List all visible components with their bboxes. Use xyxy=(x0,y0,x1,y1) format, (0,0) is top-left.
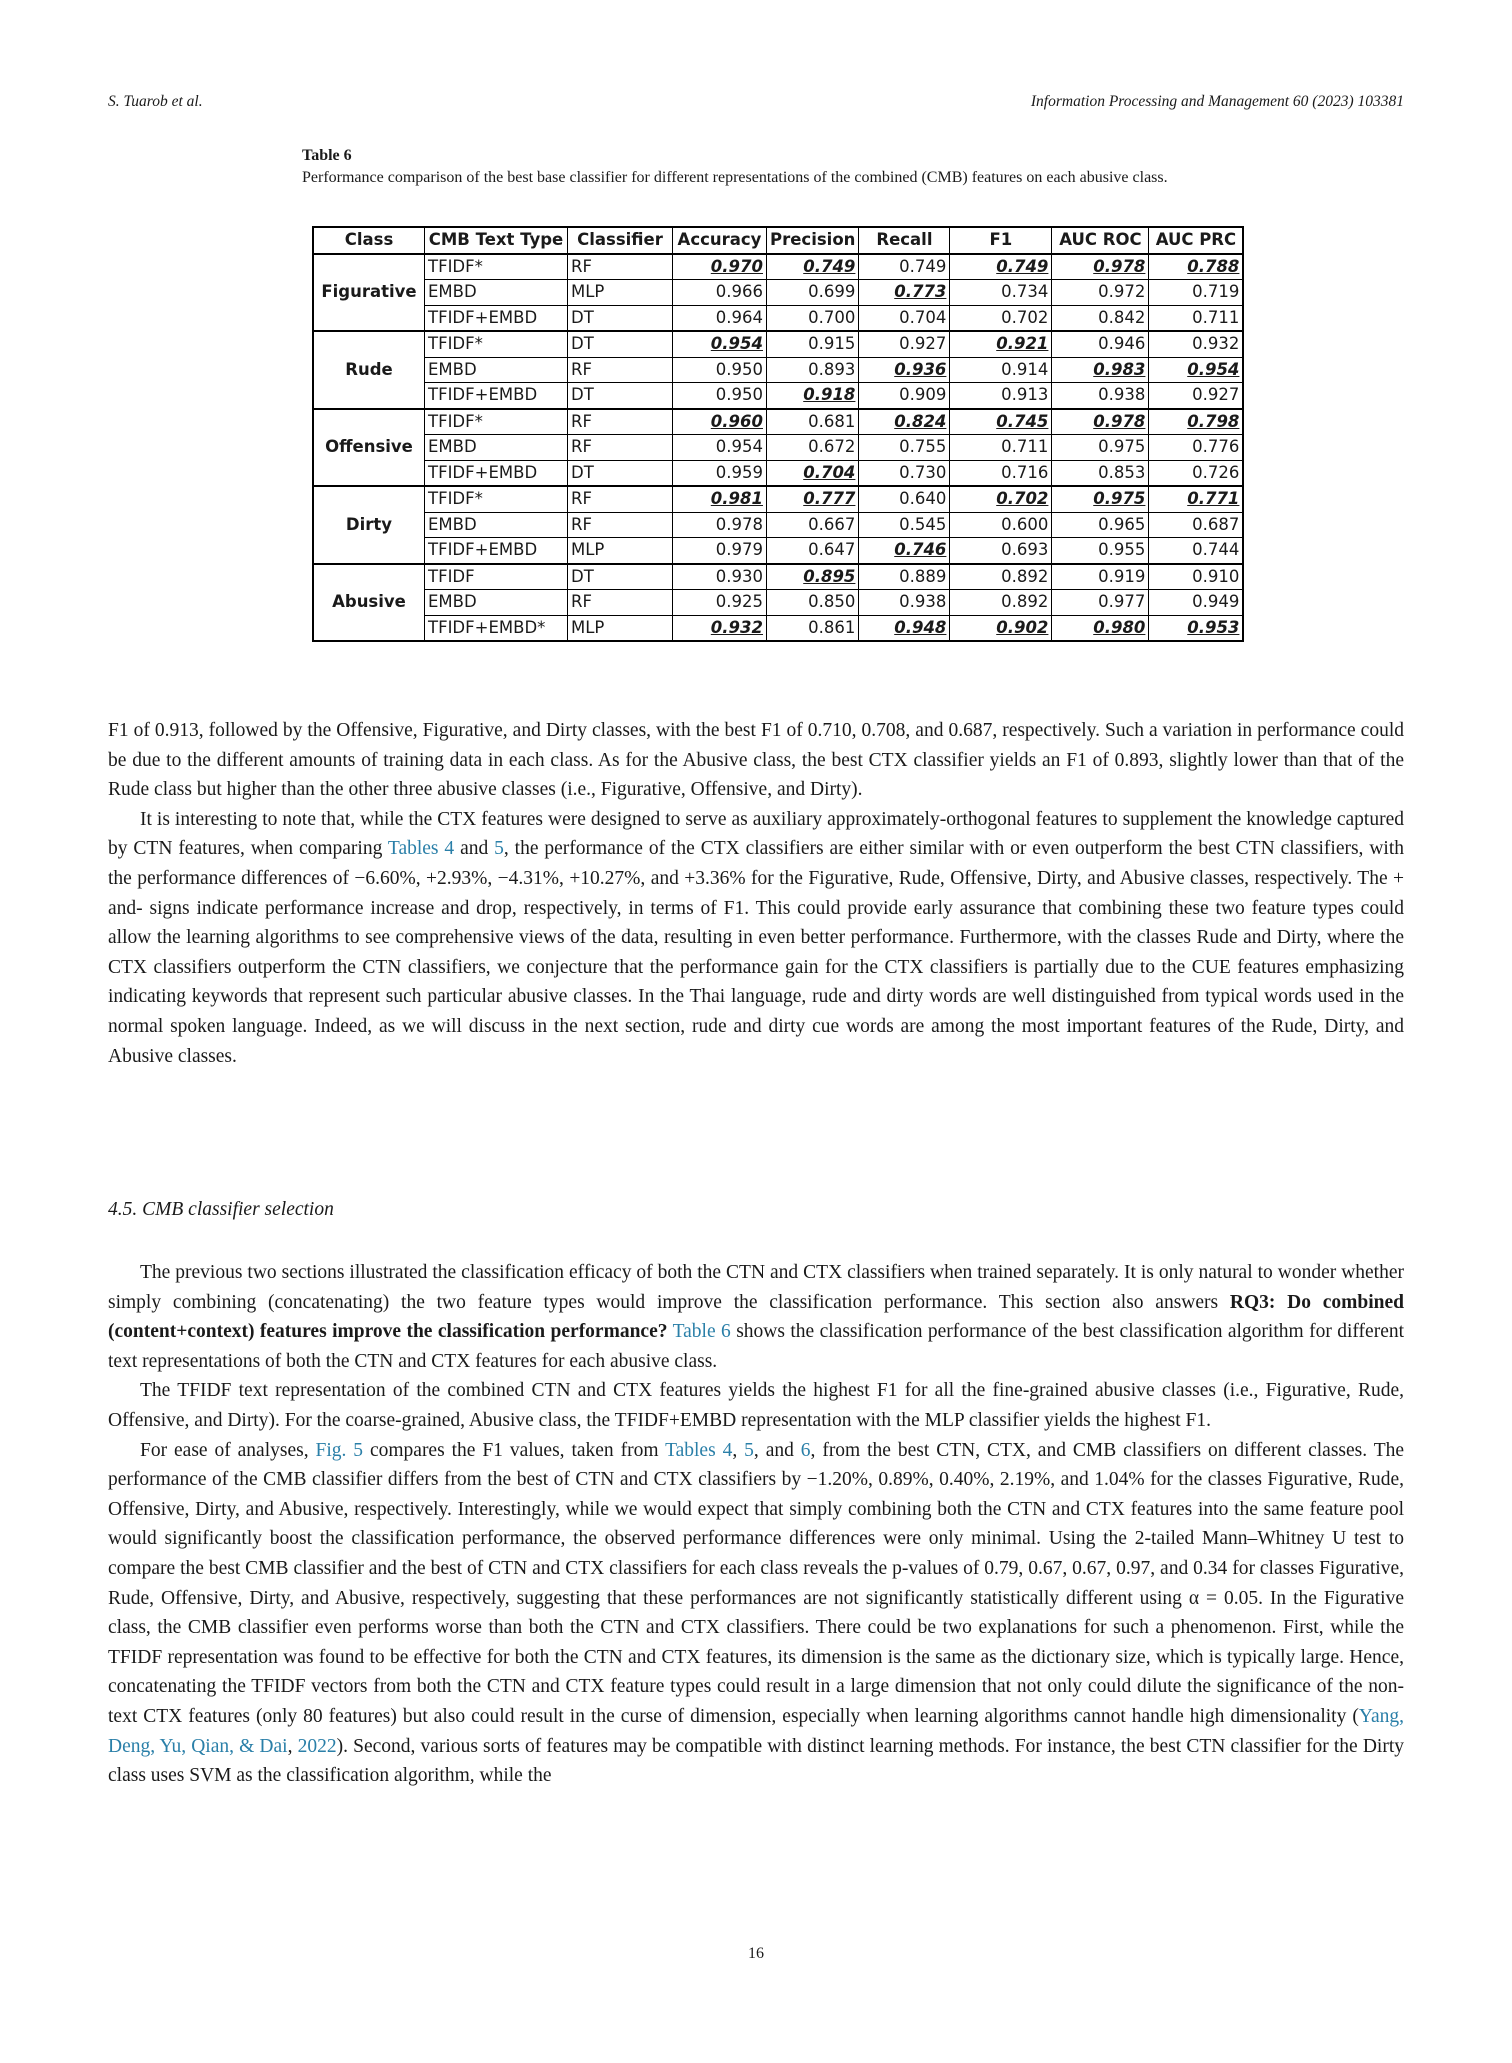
value: 0.919 xyxy=(1098,566,1146,586)
column-header: Classifier xyxy=(568,227,673,254)
table-5-link[interactable]: 5 xyxy=(494,838,504,860)
p5-text-b: compares the F1 values, taken from xyxy=(363,1439,666,1461)
value-cell xyxy=(767,564,859,590)
best-value: 0.980 xyxy=(1093,617,1146,637)
value-cell xyxy=(673,357,767,383)
best-value: 0.948 xyxy=(894,617,947,637)
table-caption: Performance comparison of the best base classifier for different representations of the combined (CMB) features on each abusive class. xyxy=(302,169,1168,186)
value-cell xyxy=(1149,254,1244,280)
class-cell: Offensive xyxy=(313,409,425,487)
p5-text-d: , and xyxy=(753,1439,801,1461)
value-cell xyxy=(950,383,1052,409)
classifier-cell: DT xyxy=(568,331,673,357)
value-cell xyxy=(1052,590,1149,616)
table-caption-block xyxy=(302,145,1210,189)
best-value: 0.978 xyxy=(1093,256,1146,276)
value-cell xyxy=(767,409,859,435)
value-cell xyxy=(950,538,1052,564)
value-cell xyxy=(1149,615,1244,641)
value-cell xyxy=(859,409,950,435)
value: 0.726 xyxy=(1192,462,1240,482)
value-cell xyxy=(673,383,767,409)
value-cell xyxy=(767,590,859,616)
value-cell xyxy=(859,564,950,590)
fig-5-link[interactable]: Fig. 5 xyxy=(315,1439,364,1461)
text-type-cell: TFIDF+EMBD xyxy=(425,383,568,409)
classifier-cell: DT xyxy=(568,383,673,409)
table-row xyxy=(313,460,1243,486)
text-type-cell: EMBD xyxy=(425,280,568,306)
value: 0.949 xyxy=(1192,592,1240,612)
text-type-cell: TFIDF+EMBD xyxy=(425,305,568,331)
text-type-cell: EMBD xyxy=(425,435,568,461)
column-header: F1 xyxy=(950,227,1052,254)
best-value: 0.749 xyxy=(996,256,1049,276)
classifier-cell: RF xyxy=(568,357,673,383)
classifier-cell: MLP xyxy=(568,280,673,306)
value-cell xyxy=(859,254,950,280)
value: 0.700 xyxy=(808,307,856,327)
table-5-link-2[interactable]: 5 xyxy=(744,1439,754,1461)
best-value: 0.918 xyxy=(803,385,856,405)
value-cell xyxy=(673,538,767,564)
p2-text-b: and xyxy=(454,838,495,860)
p2-text-a: It is interesting to note that, while the CTX features were designed to serve as auxiliary approximately-orthogonal features to supplement the knowledge captured by CTN features, when comparing xyxy=(108,808,1404,860)
value-cell xyxy=(767,383,859,409)
table-row xyxy=(313,254,1243,280)
value-cell xyxy=(859,280,950,306)
value-cell xyxy=(1052,305,1149,331)
value-cell xyxy=(673,280,767,306)
value-cell xyxy=(1149,280,1244,306)
class-cell: Figurative xyxy=(313,254,425,332)
best-value: 0.824 xyxy=(894,411,947,431)
value: 0.938 xyxy=(1098,385,1146,405)
value-cell xyxy=(1052,615,1149,641)
value: 0.915 xyxy=(808,334,856,354)
best-value: 0.746 xyxy=(894,540,947,560)
classifier-cell: RF xyxy=(568,435,673,461)
table-row xyxy=(313,615,1243,641)
p2-text-c: , the performance of the CTX classifiers are either similar with or even outperform the best CTN classifiers, with the performance differences of −6.60%, +2.93%, −4.31%, +10.27%, and +3.36% for the Figurative, Rude, Offensive, Dirty, and Abusive classes, respectively. The + and- signs indicate performance increase and drop, respectively, in terms of F1. This could provide early assurance that combining these two feature types could allow the learning algorithms to see comprehensive views of the data, resulting in even better performance. Furthermore, with the classes Rude and Dirty, where the CTX classifiers outperform the CTN classifiers, we conjecture that the performance gain for the CTX classifiers is partially due to the CUE features emphasizing indicating keywords that represent such particular abusive classes. In the Thai language, rude and dirty words are well distinguished from typical words used in the normal spoken language. Indeed, as we will discuss in the next section, rude and dirty cue words are among the most important features of the Rude, Dirty, and Abusive classes. xyxy=(108,838,1404,1067)
value-cell xyxy=(673,486,767,512)
value-cell xyxy=(673,512,767,538)
table-row xyxy=(313,590,1243,616)
section-heading: 4.5. CMB classifier selection xyxy=(108,1199,334,1220)
table-row xyxy=(313,357,1243,383)
value: 0.716 xyxy=(1001,462,1049,482)
value-cell xyxy=(859,331,950,357)
value-cell xyxy=(767,486,859,512)
classifier-cell: RF xyxy=(568,486,673,512)
best-value: 0.702 xyxy=(996,489,1049,509)
value-cell xyxy=(950,357,1052,383)
value-cell xyxy=(1149,409,1244,435)
column-header: AUC PRC xyxy=(1149,227,1244,254)
value-cell xyxy=(859,512,950,538)
classifier-cell: RF xyxy=(568,254,673,280)
column-header: AUC ROC xyxy=(1052,227,1149,254)
p5-text-a: For ease of analyses, xyxy=(140,1439,316,1461)
value-cell xyxy=(673,435,767,461)
text-type-cell: TFIDF xyxy=(425,564,568,590)
value-cell xyxy=(673,331,767,357)
value: 0.913 xyxy=(1001,385,1049,405)
classifier-cell: RF xyxy=(568,512,673,538)
value: 0.959 xyxy=(715,462,763,482)
best-value: 0.895 xyxy=(803,566,856,586)
value: 0.950 xyxy=(715,385,763,405)
best-value: 0.954 xyxy=(710,334,763,354)
value-cell xyxy=(859,590,950,616)
value-cell xyxy=(950,254,1052,280)
value: 0.755 xyxy=(899,437,947,457)
best-value: 0.749 xyxy=(803,256,856,276)
best-value: 0.921 xyxy=(996,334,1049,354)
value-cell xyxy=(1149,538,1244,564)
text-type-cell: TFIDF+EMBD xyxy=(425,538,568,564)
value: 0.699 xyxy=(808,282,856,302)
value: 0.693 xyxy=(1001,540,1049,560)
value-cell xyxy=(767,357,859,383)
best-value: 0.936 xyxy=(894,359,947,379)
value: 0.647 xyxy=(808,540,856,560)
best-value: 0.981 xyxy=(710,489,763,509)
table-row xyxy=(313,280,1243,306)
value: 0.950 xyxy=(715,359,763,379)
value: 0.932 xyxy=(1192,334,1240,354)
value: 0.927 xyxy=(1192,385,1240,405)
best-value: 0.771 xyxy=(1187,489,1240,509)
value: 0.600 xyxy=(1001,514,1049,534)
column-header: Precision xyxy=(767,227,859,254)
value: 0.979 xyxy=(715,540,763,560)
table-row xyxy=(313,486,1243,512)
value-cell xyxy=(950,486,1052,512)
value-cell xyxy=(767,512,859,538)
classifier-cell: MLP xyxy=(568,615,673,641)
value-cell xyxy=(859,435,950,461)
value: 0.966 xyxy=(715,282,763,302)
p5-text-f: , xyxy=(287,1735,298,1757)
value-cell xyxy=(673,590,767,616)
value-cell xyxy=(767,305,859,331)
value-cell xyxy=(767,280,859,306)
value: 0.977 xyxy=(1098,592,1146,612)
value-cell xyxy=(767,615,859,641)
paragraph-4: The TFIDF text representation of the combined CTN and CTX features yields the highest F1 for all the fine-grained abusive classes (i.e., Figurative, Rude, Offensive, and Dirty). For the coarse-grained, Abusive class, the TFIDF+EMBD representation with the MLP classifier yields the highest F1. xyxy=(108,1380,1404,1431)
best-value: 0.704 xyxy=(803,462,856,482)
value: 0.744 xyxy=(1192,540,1240,560)
value-cell xyxy=(1149,512,1244,538)
p3-text-a: The previous two sections illustrated the classification efficacy of both the CTN and CTX classifiers when trained separately. It is only natural to wonder whether simply combining (concatenating) the two feature types would improve the classification performance. This section also answers xyxy=(108,1262,1404,1313)
best-value: 0.773 xyxy=(894,282,947,302)
column-header: CMB Text Type xyxy=(425,227,568,254)
table-body xyxy=(313,254,1243,642)
p3-text-b: shows the classification performance of the best classification algorithm for different text representations of both the CTN and CTX features for each abusive class. xyxy=(108,1321,1405,1372)
p5-text-g: ). Second, various sorts of features may be compatible with distinct learning methods. For instance, the best CTN classifier for the Dirty class uses SVM as the classification algorithm, while the xyxy=(108,1735,1404,1787)
value-cell xyxy=(859,460,950,486)
text-type-cell: TFIDF+EMBD xyxy=(425,460,568,486)
value-cell xyxy=(950,331,1052,357)
best-value: 0.902 xyxy=(996,617,1049,637)
rq3-question: RQ3: Do combined (content+context) features improve the classification performance? xyxy=(108,1291,1404,1343)
value-cell xyxy=(859,383,950,409)
value-cell xyxy=(1149,305,1244,331)
best-value: 0.788 xyxy=(1187,256,1240,276)
value-cell xyxy=(950,305,1052,331)
best-value: 0.970 xyxy=(710,256,763,276)
value: 0.889 xyxy=(899,566,947,586)
header-journal: Information Processing and Management 60 (2023) 103381 xyxy=(1030,93,1404,110)
body-text-top xyxy=(108,716,1404,1071)
value: 0.861 xyxy=(808,617,856,637)
value-cell xyxy=(1149,331,1244,357)
table-6-link[interactable]: Table 6 xyxy=(672,1321,731,1343)
value-cell xyxy=(1149,435,1244,461)
value-cell xyxy=(673,615,767,641)
table-row xyxy=(313,538,1243,564)
best-value: 0.953 xyxy=(1187,617,1240,637)
value-cell xyxy=(859,486,950,512)
class-cell: Rude xyxy=(313,331,425,409)
text-type-cell: TFIDF* xyxy=(425,254,568,280)
table-row xyxy=(313,331,1243,357)
value-cell xyxy=(950,512,1052,538)
text-type-cell: EMBD xyxy=(425,590,568,616)
value-cell xyxy=(1149,590,1244,616)
value: 0.681 xyxy=(808,411,856,431)
paragraph-3 xyxy=(108,1258,1404,1376)
value-cell xyxy=(1052,383,1149,409)
value: 0.978 xyxy=(715,514,763,534)
value: 0.892 xyxy=(1001,592,1049,612)
paragraph-2 xyxy=(108,805,1404,1071)
value: 0.672 xyxy=(808,437,856,457)
classifier-cell: DT xyxy=(568,460,673,486)
value: 0.946 xyxy=(1098,334,1146,354)
value: 0.704 xyxy=(899,307,947,327)
value: 0.702 xyxy=(1001,307,1049,327)
value: 0.734 xyxy=(1001,282,1049,302)
value-cell xyxy=(950,280,1052,306)
value-cell xyxy=(767,254,859,280)
value-cell xyxy=(1052,512,1149,538)
classifier-cell: RF xyxy=(568,590,673,616)
value-cell xyxy=(673,460,767,486)
value-cell xyxy=(767,435,859,461)
citation-authors-link[interactable]: Yang, Deng, Yu, Qian, & Dai xyxy=(108,1705,1404,1757)
value-cell xyxy=(673,409,767,435)
value-cell xyxy=(1052,331,1149,357)
table-6-link-2[interactable]: 6 xyxy=(800,1439,811,1461)
value: 0.927 xyxy=(899,334,947,354)
best-value: 0.777 xyxy=(803,489,856,509)
table-row xyxy=(313,564,1243,590)
value: 0.972 xyxy=(1098,282,1146,302)
tables-4-link[interactable]: Tables 4 xyxy=(387,838,455,860)
value: 0.909 xyxy=(899,385,947,405)
text-type-cell: TFIDF* xyxy=(425,486,568,512)
value: 0.964 xyxy=(715,307,763,327)
best-value: 0.975 xyxy=(1093,489,1146,509)
best-value: 0.978 xyxy=(1093,411,1146,431)
value-cell xyxy=(1052,435,1149,461)
value: 0.711 xyxy=(1192,307,1240,327)
page-number: 16 xyxy=(748,1945,764,1962)
best-value: 0.932 xyxy=(710,617,763,637)
value: 0.711 xyxy=(1001,437,1049,457)
value: 0.776 xyxy=(1192,437,1240,457)
header-authors: S. Tuarob et al. xyxy=(108,93,203,110)
table-row xyxy=(313,383,1243,409)
value: 0.955 xyxy=(1098,540,1146,560)
value: 0.930 xyxy=(715,566,763,586)
tables-4-link-2[interactable]: Tables 4 xyxy=(665,1439,733,1461)
value-cell xyxy=(950,615,1052,641)
value: 0.640 xyxy=(899,489,947,509)
best-value: 0.954 xyxy=(1187,359,1240,379)
classifier-cell: DT xyxy=(568,564,673,590)
table-label: Table 6 xyxy=(302,147,352,164)
value-cell xyxy=(1052,460,1149,486)
value-cell xyxy=(1052,409,1149,435)
text-type-cell: TFIDF* xyxy=(425,331,568,357)
value-cell xyxy=(859,305,950,331)
value-cell xyxy=(767,331,859,357)
body-text-bottom xyxy=(108,1258,1404,1791)
value-cell xyxy=(1052,564,1149,590)
text-type-cell: EMBD xyxy=(425,512,568,538)
value-cell xyxy=(673,305,767,331)
value: 0.842 xyxy=(1098,307,1146,327)
value-cell xyxy=(1052,254,1149,280)
table-row xyxy=(313,512,1243,538)
value: 0.914 xyxy=(1001,359,1049,379)
class-cell: Dirty xyxy=(313,486,425,564)
value: 0.910 xyxy=(1192,566,1240,586)
classifier-cell: DT xyxy=(568,305,673,331)
best-value: 0.960 xyxy=(710,411,763,431)
classifier-cell: RF xyxy=(568,409,673,435)
best-value: 0.745 xyxy=(996,411,1049,431)
value: 0.938 xyxy=(899,592,947,612)
value-cell xyxy=(859,538,950,564)
value: 0.667 xyxy=(808,514,856,534)
paragraph-1: F1 of 0.913, followed by the Offensive, Figurative, and Dirty classes, with the best F1 of 0.710, 0.708, and 0.687, respectively. Such a variation in performance could be due to the different amounts of training data in each class. As for the Abusive class, the best CTX classifier yields an F1 of 0.893, slightly lower than that of the Rude class but higher than the other three abusive classes (i.e., Figurative, Offensive, and Dirty). xyxy=(108,720,1404,801)
value-cell xyxy=(767,538,859,564)
table-row xyxy=(313,435,1243,461)
classifier-cell: MLP xyxy=(568,538,673,564)
value-cell xyxy=(1149,460,1244,486)
citation-year-link[interactable]: 2022 xyxy=(297,1735,337,1757)
value-cell xyxy=(1052,486,1149,512)
value-cell xyxy=(1149,357,1244,383)
value: 0.545 xyxy=(899,514,947,534)
paragraph-5 xyxy=(108,1436,1404,1791)
value: 0.925 xyxy=(715,592,763,612)
page-header xyxy=(108,93,1404,117)
value-cell xyxy=(673,564,767,590)
text-type-cell: TFIDF+EMBD* xyxy=(425,615,568,641)
p5-text-e: , from the best CTN, CTX, and CMB classifiers on different classes. The performance of the CMB classifier differs from the best of CTN and CTX classifiers by −1.20%, 0.89%, 0.40%, 2.19%, and 1.04% for the classes Figurative, Rude, Offensive, Dirty, and Abusive, respectively. Interestingly, while we would expect that simply combining both the CTN and CTX features into the same feature pool would significantly boost the classification performance, the observed performance differences were only minimal. Using the 2-tailed Mann–Whitney U test to compare the best CMB classifier and the best of CTN and CTX classifiers for each class reveals the p-values of 0.79, 0.67, 0.67, 0.97, and 0.34 for classes Figurative, Rude, Offensive, Dirty, and Abusive, respectively, suggesting that these performances are not significantly statistically different using α = 0.05. In the Figurative class, the CMB classifier even performs worse than both the CTN and CTX classifiers. There could be two explanations for such a phenomenon. First, while the TFIDF representation was found to be effective for both the CTN and CTX features, its dimension is the same as the dictionary size, which is typically large. Hence, concatenating the TFIDF vectors from both the CTN and CTX feature types could result in a large dimension that not only could dilute the significance of the non-text CTX features (only 80 features) but also could result in the curse of dimension, especially when learning algorithms cannot handle high dimensionality ( xyxy=(108,1439,1405,1727)
text-type-cell: TFIDF* xyxy=(425,409,568,435)
value-cell xyxy=(950,564,1052,590)
value: 0.893 xyxy=(808,359,856,379)
column-header: Accuracy xyxy=(673,227,767,254)
value: 0.687 xyxy=(1192,514,1240,534)
value-cell xyxy=(950,435,1052,461)
text-type-cell: EMBD xyxy=(425,357,568,383)
column-header: Class xyxy=(313,227,425,254)
value: 0.965 xyxy=(1098,514,1146,534)
value: 0.954 xyxy=(715,437,763,457)
value-cell xyxy=(950,409,1052,435)
table-header-row xyxy=(313,227,1243,254)
value-cell xyxy=(1052,280,1149,306)
value: 0.850 xyxy=(808,592,856,612)
value-cell xyxy=(1052,538,1149,564)
table-row xyxy=(313,409,1243,435)
best-value: 0.983 xyxy=(1093,359,1146,379)
column-header: Recall xyxy=(859,227,950,254)
p5-text-c: , xyxy=(732,1439,745,1461)
value-cell xyxy=(1149,383,1244,409)
value-cell xyxy=(673,254,767,280)
results-table xyxy=(312,226,1244,642)
value: 0.749 xyxy=(899,256,947,276)
value-cell xyxy=(859,615,950,641)
value-cell xyxy=(950,590,1052,616)
value: 0.975 xyxy=(1098,437,1146,457)
value: 0.892 xyxy=(1001,566,1049,586)
best-value: 0.798 xyxy=(1187,411,1240,431)
value: 0.719 xyxy=(1192,282,1240,302)
value-cell xyxy=(1149,564,1244,590)
value-cell xyxy=(950,460,1052,486)
value-cell xyxy=(1052,357,1149,383)
class-cell: Abusive xyxy=(313,564,425,642)
value-cell xyxy=(1149,486,1244,512)
table-row xyxy=(313,305,1243,331)
value-cell xyxy=(767,460,859,486)
value-cell xyxy=(859,357,950,383)
value: 0.730 xyxy=(899,462,947,482)
value: 0.853 xyxy=(1098,462,1146,482)
